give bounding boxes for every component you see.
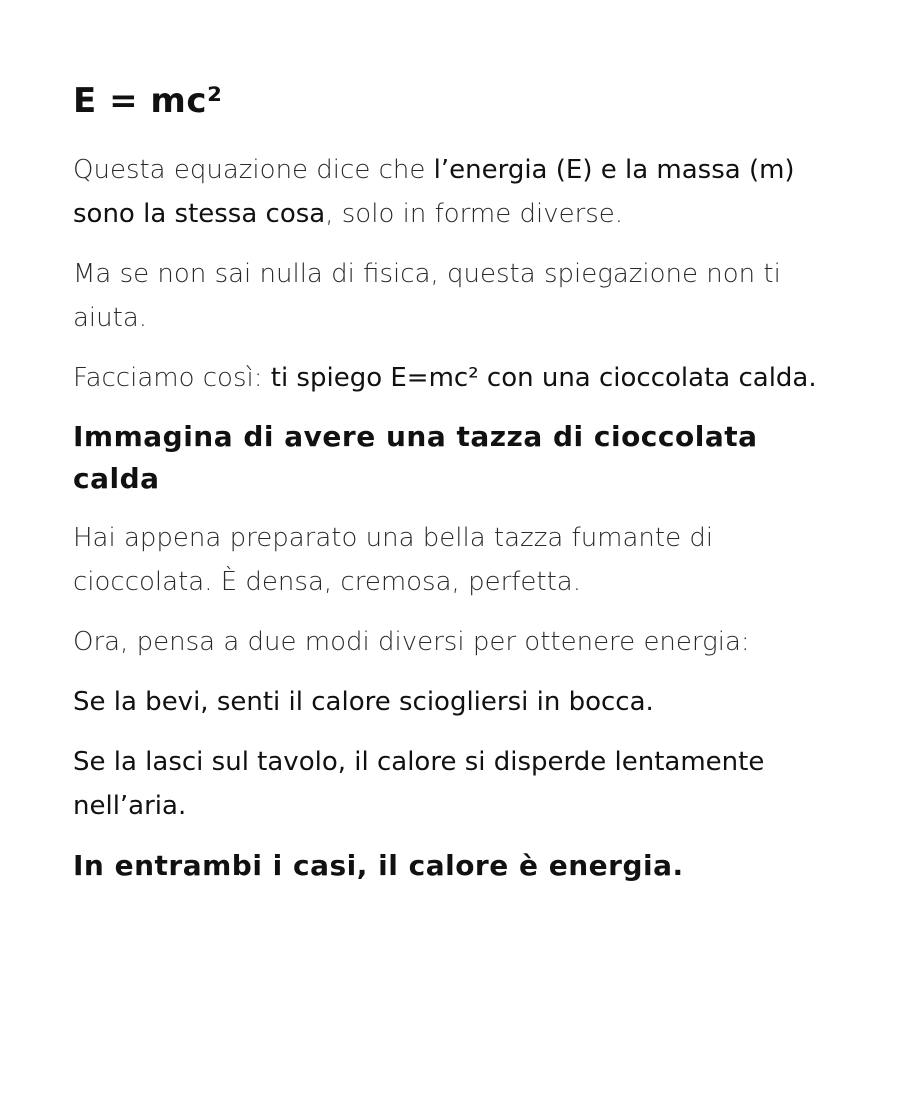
document-page	[73, 76, 833, 904]
approach-text-start: Facciamo così:	[73, 363, 271, 393]
intro-paragraph	[73, 148, 833, 236]
drink-example: Se la bevi, senti il calore sciogliersi in bocca.	[73, 687, 654, 717]
approach-paragraph	[73, 356, 833, 400]
approach-emphasis: ti spiego E=mc² con una cioccolata calda.	[270, 363, 817, 393]
table-example: Se la lasci sul tavolo, il calore si disperde lentamente nell’aria.	[73, 747, 765, 821]
energy-ways-intro: Ora, pensa a due modi diversi per ottenere energia:	[73, 627, 750, 657]
page-title: E = mc²	[73, 81, 223, 121]
chocolate-description: Hai appena preparato una bella tazza fumante di cioccolata. È densa, cremosa, perfetta.	[73, 523, 714, 597]
section-heading: Immagina di avere una tazza di cioccolata calda	[73, 420, 758, 495]
conclusion-text: In entrambi i casi, il calore è energia.	[73, 849, 684, 882]
intro-text-start: Questa equazione dice che	[73, 155, 434, 185]
physics-note-paragraph: Ma se non sai nulla di fisica, questa spiegazione non ti aiuta.	[73, 259, 781, 333]
intro-text-end: , solo in forme diverse.	[325, 199, 624, 229]
intro-emphasis: l’energia (E) e la massa (m) sono la stessa cosa	[73, 155, 795, 229]
